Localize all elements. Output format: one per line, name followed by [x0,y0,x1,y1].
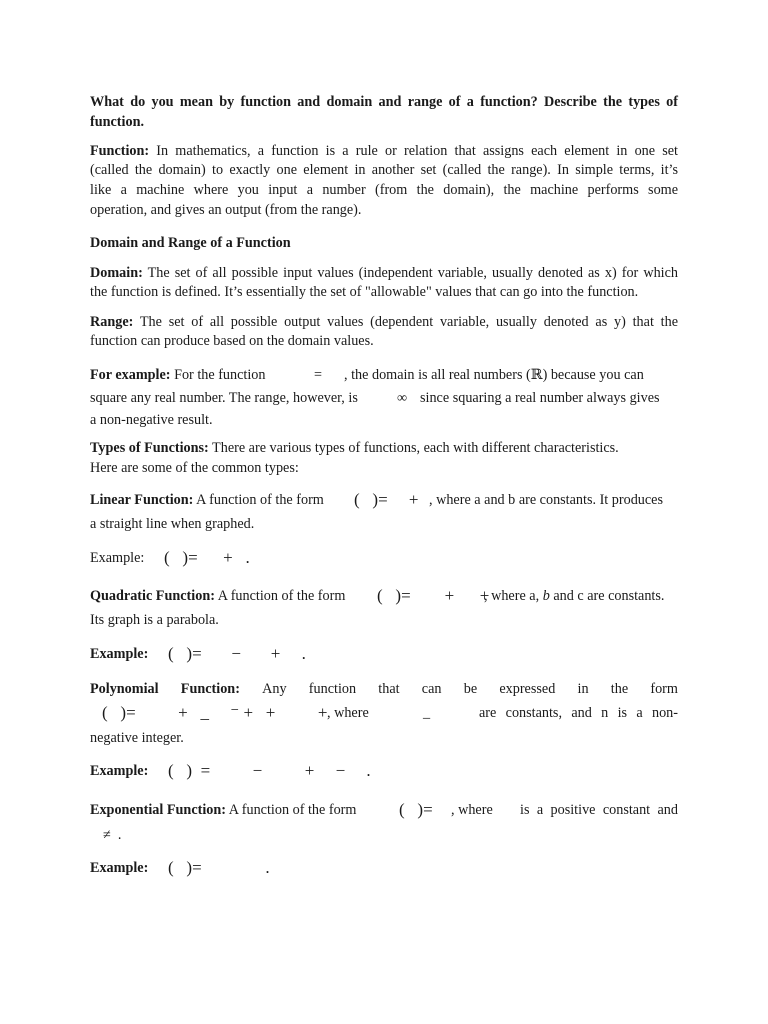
polynomial-where: , where [327,705,369,721]
exponential-where: , where [451,802,493,818]
polynomial-subscript: _ [423,705,431,721]
quadratic-line-2: Its graph is a parabola. [90,612,219,628]
function-def-line-3: like a machine where you input a number (from the domain), the machine performs some [90,182,678,198]
polynomial-example-label: Example: [90,763,149,779]
exponential-line-1: Exponential Function: A function of the form [90,802,357,818]
exponential-example-label: Example: [90,860,149,876]
linear-form: ( )= + [354,490,419,509]
infinity-symbol: ∞ [397,390,408,406]
polynomial-line-2-rest: are constants, and n is a non- [479,705,678,721]
question-line-2: function. [90,114,144,130]
polynomial-form: ( )= + _ ⁻ + + + [102,703,328,722]
types-line-1: Types of Functions: There are various types of functions, each with different characteristics. [90,440,619,456]
quadratic-example-label: Example: [90,646,149,662]
domain-range-heading: Domain and Range of a Function [90,235,291,251]
linear-example-label: Example: [90,550,145,566]
question-line-1: What do you mean by function and domain and range of a function? Describe the types of [90,94,678,110]
polynomial-example-eq: ( ) = − + − . [168,761,371,780]
example-line-2: square any real number. The range, however, is [90,390,358,406]
example-line-1: For example: For the function [90,367,266,383]
linear-line-2: a straight line when graphed. [90,516,255,532]
quadratic-line-1: Quadratic Function: A function of the form [90,588,346,604]
polynomial-line-3: negative integer. [90,730,184,746]
function-def-line-2: (called the domain) to exactly one element in another set (called the range). In simple terms, it’s [90,162,678,178]
range-def-line-1: Range: The set of all possible output values (dependent variable, usually denoted as y) that the [90,314,678,330]
example-line-2-rest: since squaring a real number always gives [420,390,660,406]
range-def-line-2: function can produce based on the domain values. [90,333,374,349]
exponential-form: ( )= [399,800,433,819]
equals-sign: = [314,367,323,383]
linear-example-eq: ( )= + . [164,548,250,567]
example-line-1-rest: , the domain is all real numbers (ℝ) because you can [344,367,644,383]
linear-line-1: Linear Function: A function of the form [90,492,324,508]
exponential-line-2: ≠ . [103,827,122,843]
quadratic-line-1-rest: , where a, b and c are constants. [484,588,665,604]
reals-symbol: ℝ [530,367,543,383]
domain-def-line-2: the function is defined. It’s essentially the set of "allowable" values that can go into the function. [90,284,639,300]
exponential-line-1-rest: is a positive constant and [520,802,678,818]
example-line-3: a non-negative result. [90,412,213,428]
function-def-line-4: operation, and gives an output (from the range). [90,202,362,218]
polynomial-line-1: Polynomial Function: Any function that can be expressed in the form [90,681,678,697]
quadratic-form: ( )= + + [377,586,490,605]
domain-def-line-1: Domain: The set of all possible input values (independent variable, usually denoted as x) for which [90,265,678,281]
types-line-2: Here are some of the common types: [90,460,299,476]
linear-line-1-rest: , where a and b are constants. It produces [429,492,664,508]
quadratic-example-eq: ( )= − + . [168,644,306,663]
function-def-line-1: Function: In mathematics, a function is a rule or relation that assigns each element in one set [90,143,678,159]
exponential-example-eq: ( )= . [168,858,270,877]
